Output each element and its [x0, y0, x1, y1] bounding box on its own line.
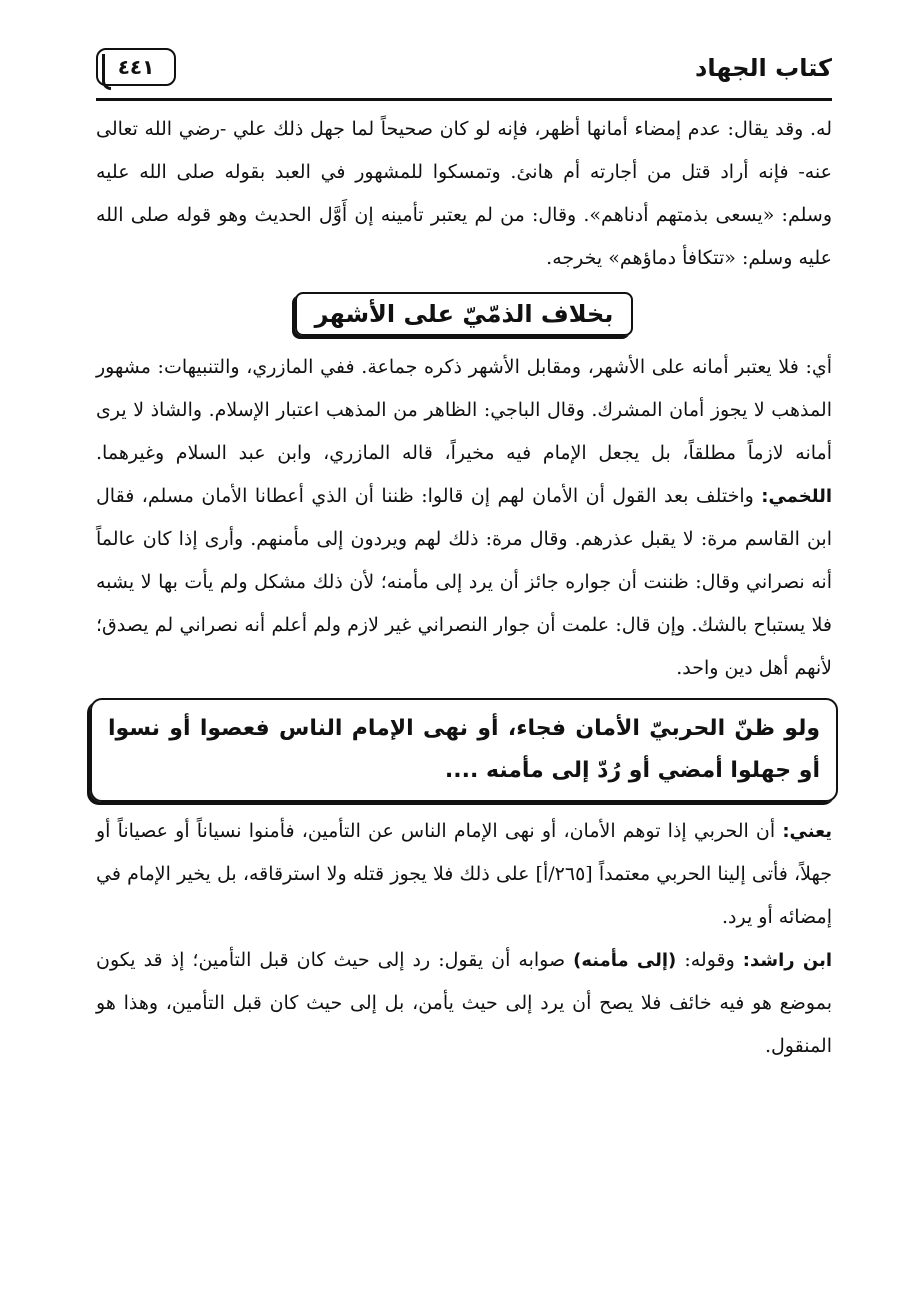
paragraph-4-text-a: وقوله: [684, 949, 735, 971]
paragraph-2 [96, 346, 832, 690]
matn-box: ولو ظنّ الحربيّ الأمان فجاء، أو نهى الإمام الناس فعصوا أو نسوا أو جهلوا أمضي أو رُدّ إلى مأمنه .... [90, 698, 838, 802]
heading-container [96, 292, 832, 336]
paragraph-3-text: أن الحربي إذا توهم الأمان، أو نهى الإمام الناس عن التأمين، فأمنوا نسياناً أو عصياناً أو جهلاً، فأتى إلينا الحربي معتمداً [٢٦٥/أ] على ذلك فلا يجوز قتله ولا استرقاقه، بل يخير الإمام في إمضائه أو يرد. [96, 820, 832, 928]
paragraph-3-keyword: يعني: [782, 821, 832, 842]
paragraph-4-keyword: ابن راشد: [742, 950, 832, 971]
paragraph-3 [96, 810, 832, 939]
page-header [96, 44, 832, 94]
paragraph-4-quote: (إلى مأمنه) [573, 950, 677, 971]
page-number: ٤٤١ [96, 48, 176, 86]
paragraph-2-text: أي: فلا يعتبر أمانه على الأشهر، ومقابل الأشهر ذكره جماعة. ففي المازري، والتنبيهات: مشهور المذهب لا يجوز أمان المشرك. وقال الباجي: الظاهر من المذهب اعتبار الإسلام. والشاذ لا يرى أمانه لازماً مطلقاً، بل يجعل الإمام فيه مخيراً، قاله المازري، وابن عبد السلام وغيرهما. [96, 356, 832, 464]
paragraph-1: له. وقد يقال: عدم إمضاء أمانها أظهر، فإنه لو كان صحيحاً لما جهل ذلك علي -رضي الله تعالى عنه- فإنه أراد قتل من أجارته أم هانئ. وتمسكوا للمشهور في العبد بقوله صلى الله عليه وسلم: «يسعى بذمتهم أدناهم». وقال: من لم يعتبر تأمينه إن أَوَّل الحديث وهو قوله صلى الله عليه وسلم: «تتكافأ دماؤهم» يخرجه. [96, 118, 832, 269]
book-title: كتاب الجهاد [695, 54, 832, 82]
paragraph-4 [96, 939, 832, 1068]
paragraph-2-text-after: واختلف بعد القول أن الأمان لهم إن قالوا: ظننا أن الذي أعطانا الأمان مسلم، فقال ابن القاسم مرة: لا يقبل عذرهم. وقال مرة: ذلك لهم ويردون إلى مأمنهم. وأرى إذا كان عالماً أنه نصراني وقال: ظننت أن جواره جائز أن يرد إلى مأمنه؛ لأن ذلك مشكل ولم يأت بها لا يشبه فلا يستباح بالشك. وإن قال: علمت أن جوار النصراني غير لازم ولم أعلم أنه نصراني لم يصدق؛ لأنهم أهل دين واحد. [96, 485, 832, 679]
page-body [96, 108, 832, 1068]
paragraph-4-text-b: صوابه أن يقول: رد إلى حيث كان قبل التأمين؛ إذ قد يكون بموضع هو فيه خائف فلا يصح أن يرد إلى حيث يأمن، بل إلى حيث كان قبل التأمين، وهذا هو المنقول. [96, 949, 832, 1057]
paragraph-2-keyword: اللخمي: [761, 486, 832, 507]
header-rule [96, 98, 832, 101]
section-heading: بخلاف الذمّيّ على الأشهر [295, 292, 634, 336]
